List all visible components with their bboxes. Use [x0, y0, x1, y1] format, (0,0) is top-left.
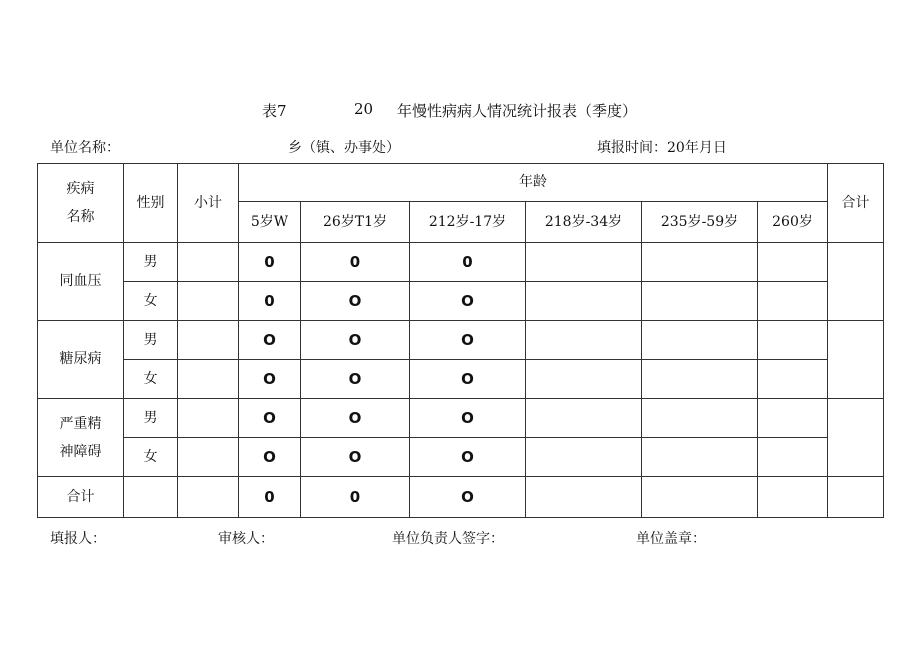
- township-label: 乡（镇、办事处）: [288, 140, 400, 156]
- value-cell: O: [410, 399, 526, 438]
- table-row: [38, 243, 884, 282]
- age-group-header: 218岁-34岁: [526, 202, 642, 243]
- value-cell: O: [301, 321, 410, 360]
- value-cell: [526, 477, 642, 518]
- value-cell: [758, 438, 828, 477]
- age-group-header: 235岁-59岁: [642, 202, 758, 243]
- value-cell: 0: [301, 477, 410, 518]
- age-group-header: 5岁W: [239, 202, 301, 243]
- subtotal-cell: [178, 360, 239, 399]
- value-cell: 0: [239, 243, 301, 282]
- disease-name-cell: [38, 399, 124, 477]
- statistics-table: [37, 163, 884, 518]
- value-cell: O: [410, 477, 526, 518]
- reviewer-label: 审核人：: [218, 531, 274, 547]
- title-text: 年慢性病病人情况统计报表（季度）: [397, 102, 638, 120]
- table-row: [38, 438, 884, 477]
- disease-name-cell: 糖尿病: [38, 321, 124, 399]
- value-cell: O: [301, 282, 410, 321]
- value-cell: [758, 477, 828, 518]
- value-cell: O: [239, 321, 301, 360]
- table-row: [38, 321, 884, 360]
- value-cell: O: [239, 399, 301, 438]
- subtotal-cell: [178, 321, 239, 360]
- total-row-label: 合计: [38, 477, 124, 518]
- sex-cell: 男: [124, 399, 178, 438]
- value-cell: [526, 399, 642, 438]
- header-disease-line2: 名称: [66, 209, 95, 225]
- value-cell: O: [239, 360, 301, 399]
- unit-name-label: 单位名称：: [50, 140, 120, 156]
- header-subtotal: 小计: [178, 164, 239, 243]
- age-group-header: 260岁: [758, 202, 828, 243]
- disease-name-cell: 同血压: [38, 243, 124, 321]
- sex-cell: [124, 477, 178, 518]
- header-disease-name: [38, 164, 124, 243]
- value-cell: O: [301, 399, 410, 438]
- subtotal-cell: [178, 243, 239, 282]
- table-row: [38, 360, 884, 399]
- value-cell: [526, 438, 642, 477]
- subtotal-cell: [178, 399, 239, 438]
- seal-label: 单位盖章：: [636, 531, 706, 547]
- sex-cell: 女: [124, 360, 178, 399]
- filler-label: 填报人：: [50, 531, 106, 547]
- table-number: 表7: [262, 102, 287, 120]
- value-cell: [642, 360, 758, 399]
- value-cell: [758, 360, 828, 399]
- subtotal-cell: [178, 438, 239, 477]
- sex-cell: 男: [124, 243, 178, 282]
- age-group-header: 212岁-17岁: [410, 202, 526, 243]
- value-cell: [642, 399, 758, 438]
- header-total: 合计: [828, 164, 884, 243]
- value-cell: [758, 321, 828, 360]
- sex-cell: 男: [124, 321, 178, 360]
- value-cell: [526, 243, 642, 282]
- title-year: 20: [354, 100, 374, 118]
- sex-cell: 女: [124, 282, 178, 321]
- subtotal-cell: [178, 477, 239, 518]
- value-cell: 0: [301, 243, 410, 282]
- sex-cell: 女: [124, 438, 178, 477]
- subtotal-cell: [178, 282, 239, 321]
- value-cell: O: [410, 360, 526, 399]
- value-cell: 0: [239, 282, 301, 321]
- disease-name-text: 严重精神障碍: [59, 415, 102, 460]
- value-cell: [642, 243, 758, 282]
- value-cell: [526, 321, 642, 360]
- value-cell: [758, 399, 828, 438]
- header-sex: 性别: [124, 164, 178, 243]
- value-cell: 0: [239, 477, 301, 518]
- age-group-header: 26岁T1岁: [301, 202, 410, 243]
- value-cell: [758, 243, 828, 282]
- header-age: 年龄: [239, 164, 828, 202]
- table-row: [38, 282, 884, 321]
- value-cell: O: [301, 438, 410, 477]
- total-cell: [828, 321, 884, 399]
- value-cell: [642, 321, 758, 360]
- value-cell: [526, 282, 642, 321]
- value-cell: O: [239, 438, 301, 477]
- value-cell: [642, 282, 758, 321]
- head-sign-label: 单位负责人签字：: [392, 531, 504, 547]
- value-cell: [642, 438, 758, 477]
- value-cell: [758, 282, 828, 321]
- table-row: [38, 399, 884, 438]
- header-disease-line1: 疾病: [66, 181, 95, 197]
- total-cell: [828, 399, 884, 477]
- total-cell: [828, 243, 884, 321]
- value-cell: O: [410, 282, 526, 321]
- total-row: [38, 477, 884, 518]
- value-cell: [526, 360, 642, 399]
- value-cell: O: [301, 360, 410, 399]
- total-cell: [828, 477, 884, 518]
- header-row-1: [38, 164, 884, 202]
- value-cell: O: [410, 438, 526, 477]
- value-cell: [642, 477, 758, 518]
- value-cell: O: [410, 321, 526, 360]
- fill-time-label: 填报时间：20年月日: [597, 140, 727, 156]
- value-cell: 0: [410, 243, 526, 282]
